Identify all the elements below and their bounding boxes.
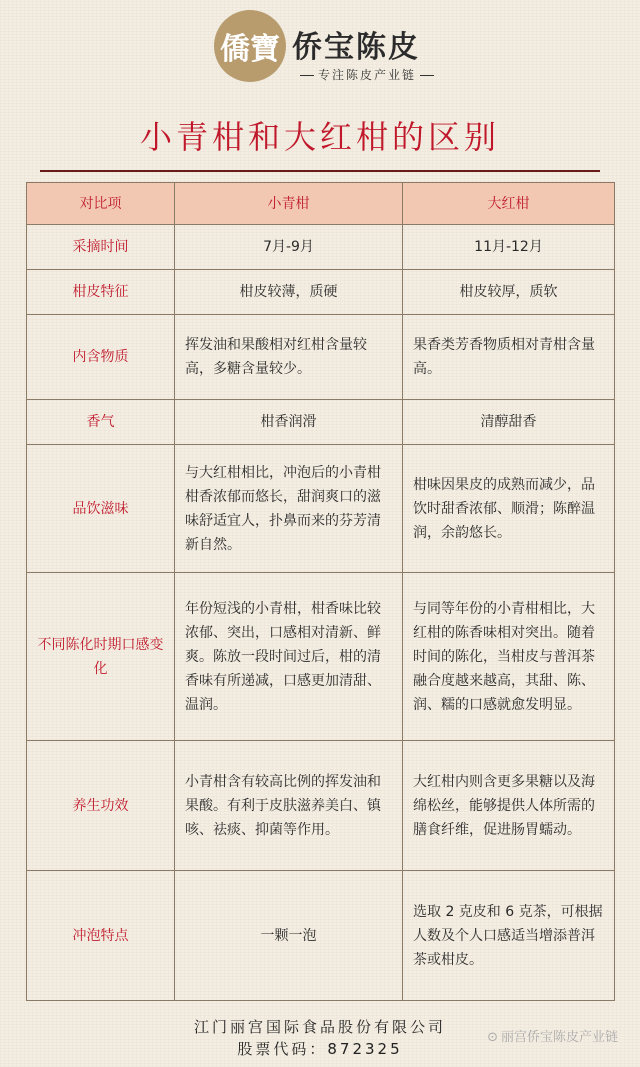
row-value-b: 11月-12月	[403, 225, 615, 270]
row-label: 养生功效	[27, 741, 175, 871]
row-value-a: 柑皮较薄，质硬	[175, 270, 403, 315]
table-row	[27, 445, 615, 573]
row-value-a: 挥发油和果酸相对红柑含量较高，多糖含量较少。	[175, 315, 403, 400]
table-header-row	[27, 183, 615, 225]
header-cell-xiaoqinggan: 小青柑	[175, 183, 403, 225]
table-row	[27, 315, 615, 400]
row-value-b: 与同等年份的小青柑相比，大红柑的陈香味相对突出。随着时间的陈化，当柑皮与普洱茶融合度越来越高，其甜、陈、润、糯的口感就愈发明显。	[403, 573, 615, 741]
row-value-b: 果香类芳香物质相对青柑含量高。	[403, 315, 615, 400]
comparison-table	[26, 182, 615, 1001]
row-value-b: 柑皮较厚，质软	[403, 270, 615, 315]
header-cell-item: 对比项	[27, 183, 175, 225]
row-value-b: 大红柑内则含更多果糖以及海绵松丝，能够提供人体所需的膳食纤维，促进肠胃蠕动。	[403, 741, 615, 871]
row-value-a: 柑香润滑	[175, 400, 403, 445]
row-value-a: 7月-9月	[175, 225, 403, 270]
row-label: 柑皮特征	[27, 270, 175, 315]
footer-stock-code: 股票代码：872325	[237, 1040, 403, 1058]
footer-company: 江门丽宫国际食品股份有限公司	[193, 1018, 446, 1036]
watermark-text: 丽宫侨宝陈皮产业链	[500, 1030, 618, 1045]
table-row	[27, 270, 615, 315]
row-label: 香气	[27, 400, 175, 445]
brand-name: 侨宝陈皮	[292, 30, 420, 65]
header	[0, 0, 640, 100]
row-value-b: 选取 2 克皮和 6 克茶，可根据人数及个人口感适当增添普洱茶或柑皮。	[403, 871, 615, 1001]
row-value-a: 小青柑含有较高比例的挥发油和果酸。有利于皮肤滋养美白、镇咳、祛痰、抑菌等作用。	[175, 741, 403, 871]
page-title: 小青柑和大红柑的区别	[139, 118, 500, 156]
table-row	[27, 400, 615, 445]
row-label: 品饮滋味	[27, 445, 175, 573]
row-value-b: 清醇甜香	[403, 400, 615, 445]
row-value-a: 一颗一泡	[175, 871, 403, 1001]
table-row	[27, 871, 615, 1001]
watermark	[487, 1026, 618, 1045]
row-value-a: 与大红柑相比，冲泡后的小青柑柑香浓郁而悠长，甜润爽口的滋味舒适宜人，扑鼻而来的芬芳清新自然。	[175, 445, 403, 573]
row-label: 不同陈化时期口感变化	[27, 573, 175, 741]
table-row	[27, 741, 615, 871]
row-label: 内含物质	[27, 315, 175, 400]
table-row	[27, 573, 615, 741]
row-value-b: 柑味因果皮的成熟而减少，品饮时甜香浓郁、顺滑；陈醉温润，余韵悠长。	[403, 445, 615, 573]
table-row	[27, 225, 615, 270]
row-value-a: 年份短浅的小青柑，柑香味比较浓郁、突出，口感相对清新、鲜爽。陈放一段时间过后，柑的清香味有所递减，口感更加清甜、温润。	[175, 573, 403, 741]
title-divider	[40, 170, 600, 172]
brand-tagline: 专注陈皮产业链	[292, 66, 442, 83]
wechat-icon: ⊙	[487, 1030, 498, 1045]
row-label: 采摘时间	[27, 225, 175, 270]
header-cell-dahonggan: 大红柑	[403, 183, 615, 225]
logo-text: 僑寶	[220, 32, 280, 67]
brand-logo	[214, 10, 286, 82]
row-label: 冲泡特点	[27, 871, 175, 1001]
